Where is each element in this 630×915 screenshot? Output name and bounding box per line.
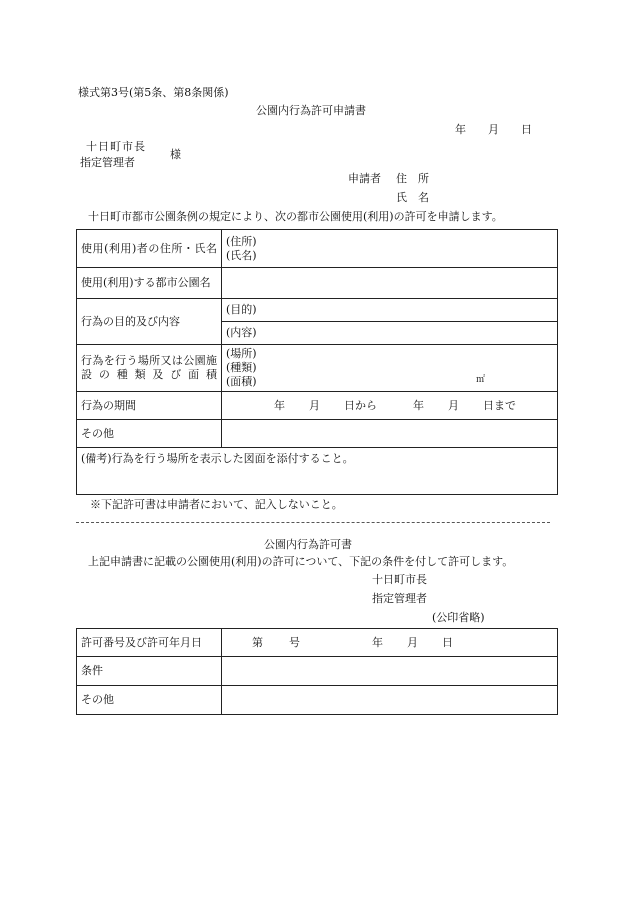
permit-year: 年	[372, 635, 383, 649]
permit-no-suffix: 号	[289, 635, 300, 649]
period-month-2: 月	[448, 398, 459, 412]
addressee-mayor: 十日町市長	[86, 140, 146, 153]
place-label: 行為を行う場所又は公園施設の種類及び面積	[77, 345, 222, 392]
area-unit: ㎡	[476, 375, 486, 385]
applicant-label: 申請者	[348, 172, 381, 185]
purpose-label: 行為の目的及び内容	[77, 299, 222, 345]
user-cell	[222, 230, 558, 268]
table-row	[77, 629, 558, 657]
conditions-label: 条件	[77, 657, 222, 686]
form-title: 公園内行為許可申請書	[256, 104, 366, 117]
period-until: 日まで	[483, 398, 516, 412]
user-name-label: (氏名)	[226, 248, 257, 262]
user-label: 使用(利用)者の住所・氏名	[77, 230, 222, 268]
permit-day: 日	[442, 635, 453, 649]
permit-manager: 指定管理者	[372, 592, 427, 605]
intro-text: 十日町市都市公園条例の規定により、次の都市公園使用(利用)の許可を申請します。	[88, 210, 503, 223]
permit-month: 月	[407, 635, 418, 649]
permit-mayor: 十日町市長	[372, 573, 427, 586]
park-cell	[222, 268, 558, 299]
permit-table	[76, 628, 558, 715]
content-sub: (内容)	[222, 321, 557, 344]
other-cell	[222, 420, 558, 448]
permit-number-label: 許可番号及び許可年月日	[77, 629, 222, 657]
table-row	[77, 345, 558, 392]
address-label: 住 所	[396, 172, 429, 185]
permit-no-prefix: 第	[252, 635, 263, 649]
user-address-label: (住所)	[226, 234, 257, 248]
table-row	[77, 230, 558, 268]
period-year-2: 年	[413, 398, 424, 412]
conditions-cell	[222, 657, 558, 686]
table-row	[77, 299, 558, 345]
period-cell	[222, 392, 558, 420]
area-sub: (面積)	[226, 375, 257, 388]
date-day: 日	[521, 123, 532, 136]
purpose-cell	[222, 299, 558, 345]
table-row	[77, 657, 558, 686]
application-table	[76, 229, 558, 495]
table-row	[77, 448, 558, 495]
place-sub: (場所)	[226, 347, 257, 360]
table-row	[77, 392, 558, 420]
honorific: 様	[170, 148, 181, 161]
period-year-1: 年	[274, 398, 285, 412]
date-year: 年	[455, 123, 466, 136]
date-line	[455, 123, 532, 137]
form-number: 様式第3号(第5条、第8条関係)	[78, 86, 229, 99]
park-label: 使用(利用)する都市公園名	[77, 268, 222, 299]
note-text: ※下記許可書は申請者において、記入しないこと。	[90, 498, 343, 511]
period-from: 日から	[344, 398, 377, 412]
period-month-1: 月	[309, 398, 320, 412]
permit-title: 公園内行為許可書	[264, 538, 352, 551]
permit-other-label: その他	[77, 686, 222, 715]
permit-text: 上記申請書に記載の公園使用(利用)の許可について、下記の条件を付して許可します。	[88, 555, 514, 568]
table-row	[77, 686, 558, 715]
addressee-manager: 指定管理者	[80, 156, 135, 169]
place-cell	[222, 345, 558, 392]
type-sub: (種類)	[226, 361, 257, 374]
seal-omitted: (公印省略)	[432, 611, 485, 624]
name-label: 氏 名	[396, 191, 429, 204]
cut-line	[76, 522, 550, 523]
purpose-sub: (目的)	[226, 303, 257, 316]
table-row	[77, 420, 558, 448]
date-month: 月	[488, 123, 499, 136]
permit-number-cell	[222, 629, 558, 657]
other-label: その他	[77, 420, 222, 448]
period-label: 行為の期間	[77, 392, 222, 420]
permit-other-cell	[222, 686, 558, 715]
table-row	[77, 268, 558, 299]
remarks-cell: (備考)行為を行う場所を表示した図面を添付すること。	[77, 448, 558, 495]
